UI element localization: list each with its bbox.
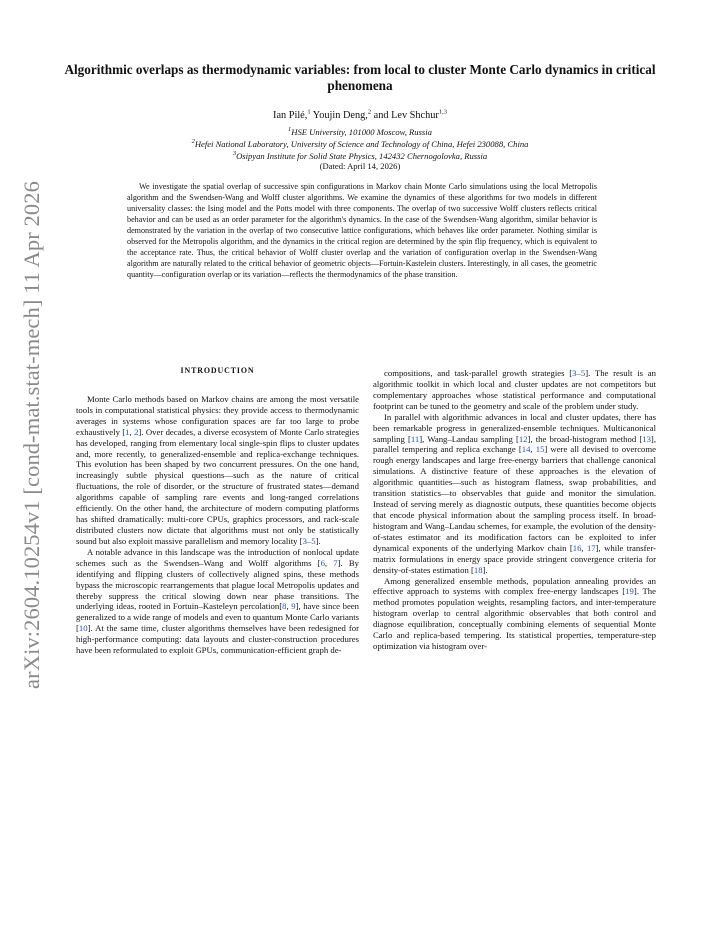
author-name: and Lev Shchur xyxy=(373,110,439,121)
citation-link[interactable]: 8 xyxy=(282,601,287,612)
paragraph-text: ]. xyxy=(482,564,488,575)
citation-link[interactable]: 9 xyxy=(291,601,296,612)
paragraph-text: , xyxy=(129,426,135,437)
citation-link[interactable]: 12 xyxy=(518,433,528,444)
affiliation-text: HSE University, 101000 Moscow, Russia xyxy=(291,127,432,137)
citation-link[interactable]: 19 xyxy=(625,586,634,597)
author-name: Ian Pilé, xyxy=(273,110,308,121)
arxiv-identifier: arXiv:2604.10254v1 [cond-mat.stat-mech] 11 Apr 2026 xyxy=(19,181,44,689)
citation-link[interactable]: 1 xyxy=(125,426,130,437)
citation-link[interactable]: 13 xyxy=(642,433,651,444)
author-affiliation-mark: 1,3 xyxy=(438,108,447,116)
affiliation-mark: 1 xyxy=(288,126,292,134)
affiliation-mark: 3 xyxy=(232,150,237,158)
citation-link[interactable]: 17 xyxy=(586,542,596,553)
abstract: We investigate the spatial overlap of successive spin configurations in Markov chain Monte Carlo simulations using the local Metropolis algorithm and the Swendsen-Wang and Wolff cluster algorithms. We examine the dynamics of these algorithms for two models in different universality classes: the Ising model and the Potts model with three components. The overlap of two successive Wolff clusters reflects critical behavior and can be used as an order parameter for the algorithm's dynamics. In the case of the Swendsen-Wang algorithm, similar behavior is demonstrated by the variation in the overlap of two consecutive lattice configurations, which behaves like order parameter. Nothing similar is observed for the Metropolis algorithm, and the dynamics in the critical region are determined by the spin flip frequency, which is equivalent to the acceptance rate. Thus, the critical behavior of Wolff cluster overlap and the variation of configuration overlap in the Swendsen-Wang algorithm are naturally related to the critical behavior of geometric objects—Fortuin-Kastelein clusters. Interestingly, in all cases, the geometric quantity—configuration overlap or its variation—reflects the thermodynamics of the phase transition. xyxy=(127,182,597,280)
body-paragraph xyxy=(76,547,359,656)
section-heading-introduction: INTRODUCTION xyxy=(180,366,255,375)
paragraph-text: ] were all devised to overcome rough energy landscapes and large free-energy barriers that challenge canonical simulations. A distinctive feature of these approaches is the elevation of algorithmic quantities—such as histogram flatness, swap probabilities, and transition statistics—to observables that guide and monitor the simulation. Instead of serving merely as diagnostic outputs, these quantities become objects that encode physical information about the sampling process itself. In broad-histogram and Wang–Landau schemes, for example, the evolution of the density-of-states estimator and its modification factors can be exploited to infer dynamical exponents of the underlying Markov chain [ xyxy=(373,444,657,553)
citation-link[interactable]: 18 xyxy=(473,564,483,575)
citation-link[interactable]: 15 xyxy=(535,444,545,455)
affiliation-mark: 2 xyxy=(191,138,195,146)
citation-link[interactable]: 3–5 xyxy=(302,535,316,546)
arxiv-sidebar xyxy=(8,175,56,695)
paragraph-text: ], parallel tempering and replica exchange [ xyxy=(373,433,656,455)
dated-line: (Dated: April 14, 2026) xyxy=(319,161,401,171)
citation-link[interactable]: 2 xyxy=(134,426,139,437)
affiliation-text: Osipyan Institute for Solid State Physics, 142432 Chernogolovka, Russia xyxy=(236,151,488,161)
citation-link[interactable]: 3–5 xyxy=(572,368,586,378)
citation-link[interactable]: 7 xyxy=(333,557,338,568)
author-affiliation-mark: 1 xyxy=(307,108,311,116)
paragraph-text: ], while transfer-matrix formulations in energy space provide stringent convergence criteria for density-of-states estimation [ xyxy=(373,542,656,575)
body-paragraph xyxy=(373,368,656,412)
citation-link[interactable]: 10 xyxy=(78,623,88,634)
paragraph-text: ]. At the same time, cluster algorithms themselves have been redesigned for high-performance computing: data layouts and cluster-construction procedures have been reformulated to exploit GPUs, communication-efficient graph de- xyxy=(76,623,359,656)
left-column xyxy=(76,366,359,656)
paper-title: Algorithmic overlaps as thermodynamic variables: from local to cluster Monte Carlo dynamics in critical phenomena xyxy=(64,62,656,93)
author-list xyxy=(60,110,660,121)
paragraph-text: ]. Over decades, a diverse ecosystem of Monte Carlo strategies has developed, ranging from elementary local single-spin flips to cluster updates and, more recently, to generalized-ensemble and replica-exchange techniques. This evolution has been shaped by two concurrent pressures. On the one hand, increasingly subtle physical questions—such as the nature of critical fluctuations, the role of disorder, or the structure of frustrated states—demand algorithms capable of sampling rare events and long-ranged correlations efficiently. On the other hand, the architecture of modern computing platforms has shifted dramatically: multi-core CPUs, graphics processors, and rack-scale distributed clusters now dictate that algorithms must not only be statistically sound but also exploit massive parallelism and memory locality [ xyxy=(76,426,359,546)
paragraph-text: Monte Carlo methods based on Markov chains are among the most versatile tools in computational statistical physics: they provide access to thermodynamic averages in systems whose configuration spaces are far too large to probe exhaustively [ xyxy=(76,393,359,437)
paragraph-text: ]. The result is an algorithmic toolkit in which local and cluster updates are not competitors but complementary approaches whose statistical performance and computational footprint can be tuned to the geometry and scale of the problem under study. xyxy=(373,368,657,411)
paragraph-text: , xyxy=(530,444,536,455)
paragraph-text: Among generalized ensemble methods, population annealing provides an effective approach to systems with complex free-energy landscapes [ xyxy=(373,575,656,597)
right-column xyxy=(373,368,656,652)
paragraph-text: , xyxy=(324,557,334,568)
paragraph-text: ], the broad-histogram method [ xyxy=(527,433,643,444)
paragraph-text: , xyxy=(581,542,587,553)
citation-link[interactable]: 14 xyxy=(521,444,531,455)
paragraph-text: compositions, and task-parallel growth strategies [ xyxy=(384,368,573,378)
paragraph-text: ]. xyxy=(315,535,321,546)
paragraph-text: ]. The method promotes population weights, resampling factors, and inter-temperature histogram overlap to central algorithmic observables that both control and diagnose equilibration, conceptually combining elements of sequential Monte Carlo and replica-based tempering. Its statistical properties, temperature-step optimization via histogram over- xyxy=(373,586,656,652)
author-name: Youjin Deng, xyxy=(312,110,368,121)
body-paragraph xyxy=(373,412,656,576)
author-affiliation-mark: 2 xyxy=(367,108,372,116)
body-paragraph xyxy=(76,394,359,547)
paragraph-text: ]. By identifying and flipping clusters of collectively aligned spins, these methods bypass the microscopic rearrangements that plague local Metropolis updates and thereby suppress the critical slowing down near phase transitions. The underlying ideas, rooted in Fortuin–Kasteleyn percolation[ xyxy=(76,557,360,612)
paragraph-text: A notable advance in this landscape was the introduction of nonlocal update schemes such as the Swendsen–Wang and Wolff algorithms [ xyxy=(76,546,359,568)
affiliation xyxy=(60,126,660,138)
citation-link[interactable]: 11 xyxy=(410,433,420,444)
affiliation-text: Hefei National Laboratory, University of Science and Technology of China, Hefei 230088, China xyxy=(194,139,529,149)
citation-link[interactable]: 16 xyxy=(572,542,582,553)
paragraph-text: ], Wang–Landau sampling [ xyxy=(419,433,519,444)
paragraph-text: In parallel with algorithmic advances in local and cluster updates, there has been remarkable progress in generalized-ensemble techniques. Multicanonical sampling [ xyxy=(373,411,656,444)
paragraph-text: , xyxy=(286,601,292,612)
body-paragraph xyxy=(373,576,656,652)
paragraph-text: ], have since been generalized to a wide range of models and even to quantum Monte Carlo variants [ xyxy=(76,601,360,634)
citation-link[interactable]: 6 xyxy=(320,557,325,568)
affiliation xyxy=(60,138,660,150)
